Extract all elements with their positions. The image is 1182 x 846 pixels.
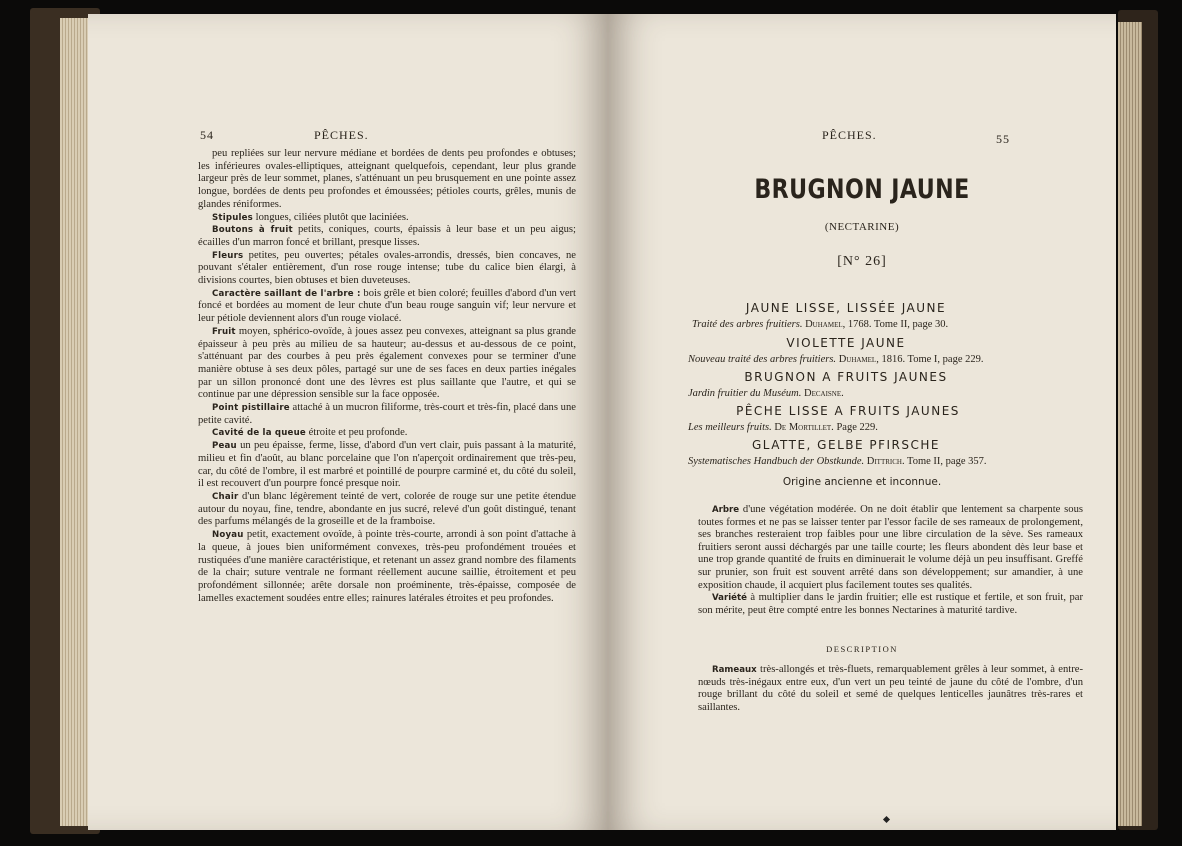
paragraph-term: Rameaux bbox=[712, 665, 757, 675]
origin-note: Origine ancienne et inconnue. bbox=[782, 476, 942, 488]
paragraph-text: longues, ciliées plutôt que laciniées. bbox=[255, 211, 409, 223]
right-page-number: 55 bbox=[996, 132, 1010, 146]
paragraph-text: d'un blanc légèrement teinté de vert, colorée de rouge sur une petite étendue autour du noyau, fine, tendre, abondante en jus sucré, relevé d'un goût distingué, tenant des parfums mélangés de la groseille et de la framboise. bbox=[198, 490, 576, 528]
variety-subtitle: (NECTARINE) bbox=[824, 221, 900, 233]
right-running-head: PÊCHES. bbox=[822, 128, 877, 142]
paragraph bbox=[698, 592, 1083, 617]
paragraph-text: attaché à un mucron filiforme, très-court et très-fin, placé dans une petite cavité. bbox=[198, 402, 576, 426]
synonym-name: VIOLETTE JAUNE bbox=[786, 336, 906, 350]
left-running-head: PÊCHES. bbox=[314, 128, 369, 142]
synonym-name: GLATTE, GELBE PFIRSCHE bbox=[751, 438, 940, 452]
synonym-name: JAUNE LISSE, LISSÉE JAUNE bbox=[745, 301, 947, 315]
paragraph bbox=[698, 664, 1083, 714]
paragraph-text: très-allongés et très-fluets, remarquablement grêles à leur sommet, à entre-nœuds très-inégaux entre eux, d'un vert un peu teinté de jaune du côté de l'ombre, d'un rouge brillant du côté du soleil et semé de quelques lenticelles jaunâtres très-rares et saillantes. bbox=[698, 664, 1083, 713]
left-body-text bbox=[198, 148, 576, 605]
paragraph bbox=[198, 212, 576, 225]
paragraph bbox=[198, 148, 576, 212]
paragraph-text: petit, exactement ovoïde, à pointe très-courte, arrondi à son point d'attache à la queue, à joues bien uniformément convexes, très-peu profondément trouées et rustiquées d'une manière caractéristique, et retenant un assez grand nombre des filaments de la chair; suture ventrale ne formant réellement aucune saillie, étroitement et peu profondément sillonnée; arête dorsale non proéminente, très-épaisse, composée de lamelles exactement soudées entre elles; rainures latérales étroites et peu profondes. bbox=[198, 529, 576, 604]
synonym-reference: Systematisches Handbuch der Obstkunde. Dittrich. Tome II, page 357. bbox=[688, 456, 987, 467]
page-edges-right bbox=[1118, 22, 1142, 826]
paragraph-term: Point pistillaire bbox=[212, 403, 290, 414]
paragraph-term: Arbre bbox=[712, 505, 740, 515]
printer-mark bbox=[883, 816, 890, 823]
paragraph bbox=[198, 250, 576, 288]
left-page bbox=[88, 14, 608, 830]
paragraph-text: un peu épaisse, ferme, lisse, d'abord d'un vert clair, puis passant à la maturité, milieu et fin d'août, au blanc porcelaine que l'on n'aperçoit ordinairement que très-peu, car, du côté de l'ombre, il est marbré et pointillé de pourpre carminé et, du côté du soleil, il est recouvert d'un pourpre foncé presque noir. bbox=[198, 440, 576, 490]
paragraph-text: bois grêle et bien coloré; feuilles d'abord d'un vert foncé et bordées au moment de leur chute d'un beau rouge sanguin vif; leur nervure et leur pétiole deviennent alors d'un rouge violacé. bbox=[198, 287, 576, 325]
synonym-reference: Les meilleurs fruits. De Mortillet. Page 229. bbox=[688, 422, 878, 433]
paragraph-term: Peau bbox=[212, 441, 237, 452]
paragraph-text: étroite et peu profonde. bbox=[308, 427, 408, 439]
paragraph bbox=[198, 491, 576, 529]
paragraph-text: moyen, sphérico-ovoïde, à joues assez peu convexes, atteignant sa plus grande épaisseur à peu près au milieu de sa hauteur; au-dessus et au-dessous de ce point, s'atténuant par des courbes à peu près également convexes pour se terminer d'une manière obtuse à ses deux pôles, partagé sur une de ses faces en deux parties inégales par un sillon prononcé dont une des lèvres est plus saillante que l'autre, et qui se continue par une dépression sensible sur la face opposée. bbox=[198, 325, 576, 401]
paragraph-text: petites, peu ouvertes; pétales ovales-arrondis, dressés, bien concaves, ne pouvant s'étaler entièrement, d'un rose rouge intense; tube du calice bien élargi, à divisions courtes, bien obtuses et bien duveteuses. bbox=[198, 249, 576, 287]
description-text bbox=[698, 664, 1083, 714]
synonym-name: BRUGNON A FRUITS JAUNES bbox=[744, 370, 948, 384]
paragraph bbox=[198, 288, 576, 326]
paragraph bbox=[198, 326, 576, 402]
synonym-name: PÊCHE LISSE A FRUITS JAUNES bbox=[736, 404, 960, 418]
left-page-number: 54 bbox=[200, 128, 214, 142]
paragraph-text: peu repliées sur leur nervure médiane et bordées de dents peu profondes e obtuses; les inférieures ovales-elliptiques, atteignant quelquefois, cependant, leur plus grande largeur près de leur sommet, planes, s'atténuant un peu brusquement en une pointe assez longue, bordées de dents peu profondes et émoussées; pétioles courts, grêles, munis de glandes réniformes. bbox=[198, 148, 576, 210]
paragraph-term: Boutons à fruit bbox=[212, 225, 293, 236]
paragraph bbox=[198, 529, 576, 605]
paragraph-term: Fruit bbox=[212, 326, 236, 337]
synonym-reference: Nouveau traité des arbres fruitiers. Duhamel, 1816. Tome I, page 229. bbox=[688, 354, 984, 365]
paragraph-term: Noyau bbox=[212, 530, 244, 541]
variety-title: BRUGNON JAUNE bbox=[754, 174, 970, 205]
right-page bbox=[608, 14, 1116, 830]
paragraph-text: petits, coniques, courts, épaissis à leur base et un peu aigus; écailles d'un marron foncé et brillant, presque lisses. bbox=[198, 224, 576, 248]
paragraph bbox=[198, 440, 576, 491]
paragraph bbox=[198, 402, 576, 427]
synonym-reference: Traité des arbres fruitiers. Duhamel, 1768. Tome II, page 30. bbox=[692, 319, 949, 330]
paragraph-text: à multiplier dans le jardin fruitier; elle est rustique et fertile, et son fruit, par son mérite, peut être compté entre les bonnes Nectarines à maturité tardive. bbox=[698, 592, 1083, 616]
open-book bbox=[30, 8, 1158, 838]
paragraph-term: Fleurs bbox=[212, 250, 244, 261]
paragraph-text: d'une végétation modérée. On ne doit établir que lentement sa charpente sous toutes formes et ne pas se laisser tenter par l'essor facile de ses rameaux de prolongement, ses branches resteraient trop faibles pour une libre circulation de la sève. Ses rameaux fruitiers seront aussi déchargés par une taille courte; les fleurs abondent dès leur base et une trop grande quantité de fruits en diminuerait le volume déjà un peu insuffisant. Greffé sur prunier, son fruit est souvent arrêté dans son développement; sur amandier, à une exposition chaude, il acquiert plus facilement toutes ses qualités. bbox=[698, 504, 1083, 591]
paragraph-term: Stipules bbox=[212, 212, 254, 223]
paragraph-term: Caractère saillant de l'arbre : bbox=[212, 288, 361, 299]
variety-number: [N° 26] bbox=[837, 254, 887, 269]
paragraph-term: Variété bbox=[712, 593, 747, 604]
description-heading: DESCRIPTION bbox=[826, 644, 898, 654]
paragraph bbox=[198, 224, 576, 249]
synonym-reference: Jardin fruitier du Muséum. Decaisne. bbox=[688, 388, 844, 399]
paragraph-term: Cavité de la queue bbox=[212, 428, 306, 439]
right-body-text bbox=[698, 504, 1083, 617]
paragraph-term: Chair bbox=[212, 491, 239, 502]
paragraph bbox=[198, 427, 576, 440]
paragraph bbox=[698, 504, 1083, 592]
